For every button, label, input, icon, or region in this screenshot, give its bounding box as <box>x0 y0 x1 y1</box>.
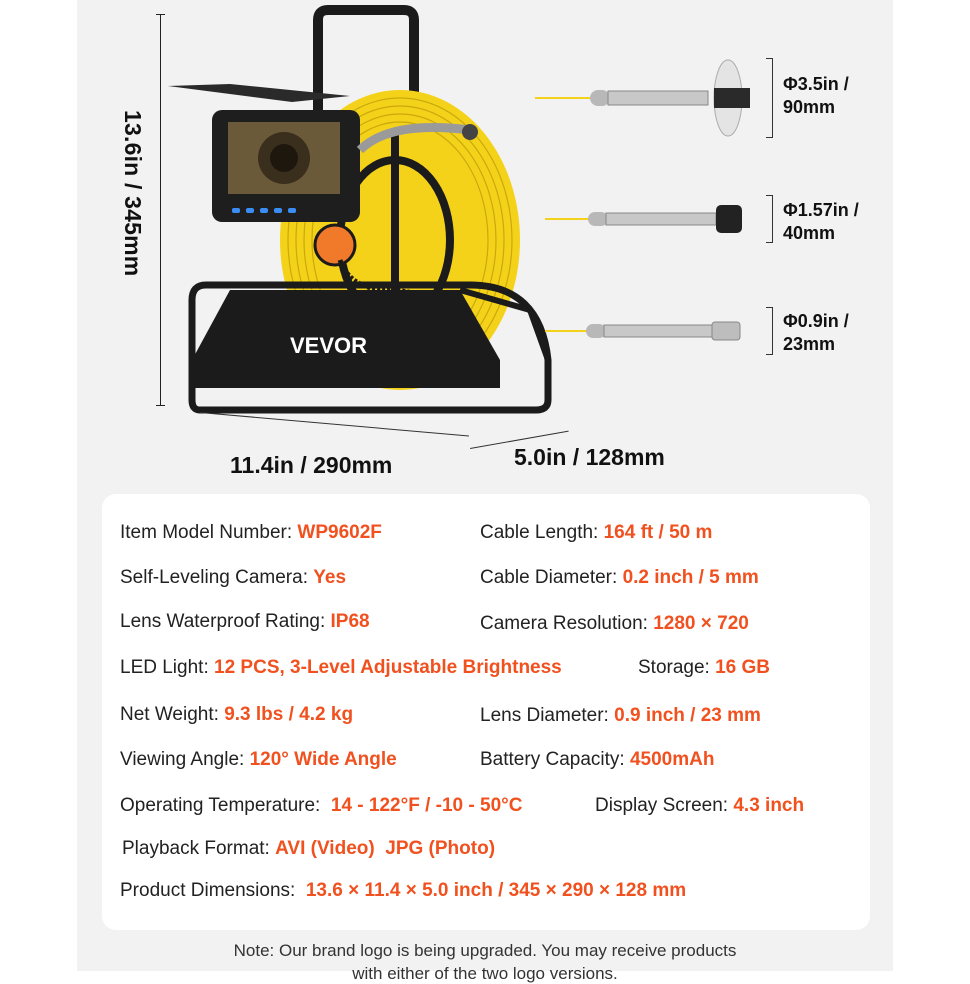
spec-cable-length: Cable Length: 164 ft / 50 m <box>480 522 713 543</box>
probe-small <box>545 322 740 340</box>
probe-label-small: Φ0.9in / 23mm <box>783 311 849 354</box>
spec-playback: Playback Format: AVI (Video) JPG (Photo) <box>122 838 496 859</box>
spec-product-dimensions: Product Dimensions: 13.6 × 11.4 × 5.0 inch / 345 × 290 × 128 mm <box>120 880 687 901</box>
probe-label-medium: Φ1.57in / 40mm <box>783 200 859 243</box>
probe-bracket <box>766 307 773 355</box>
probe-large <box>535 60 750 136</box>
spec-display: Display Screen: 4.3 inch <box>595 795 805 816</box>
spec-lens-diameter: Lens Diameter: 0.9 inch / 23 mm <box>480 705 761 726</box>
height-dimension-line <box>160 14 161 406</box>
spec-storage: Storage: 16 GB <box>638 657 771 678</box>
spec-battery: Battery Capacity: 4500mAh <box>480 749 715 770</box>
probe-label-large: Φ3.5in / 90mm <box>783 74 849 117</box>
height-dimension-label: 13.6in / 345mm <box>120 110 146 277</box>
brand-logo: VEVOR <box>290 333 368 358</box>
brand-note: Note: Our brand logo is being upgraded. You may receive products <box>233 941 737 960</box>
spec-viewing-angle: Viewing Angle: 120° Wide Angle <box>120 749 397 770</box>
spec-led: LED Light: 12 PCS, 3-Level Adjustable Brightness <box>120 657 562 678</box>
width-dimension-label: 11.4in / 290mm <box>230 452 393 478</box>
brand-note-continued: with either of the two logo versions. <box>352 964 618 983</box>
probe-bracket <box>766 58 773 138</box>
spec-model: Item Model Number: WP9602F <box>120 522 382 543</box>
depth-dimension-label: 5.0in / 128mm <box>514 444 665 470</box>
probe-medium <box>545 205 742 233</box>
spec-cable-diameter: Cable Diameter: 0.2 inch / 5 mm <box>480 567 759 588</box>
spec-waterproof: Lens Waterproof Rating: IP68 <box>120 611 370 632</box>
probe-bracket <box>766 195 773 243</box>
spec-weight: Net Weight: 9.3 lbs / 4.2 kg <box>120 704 354 725</box>
spec-resolution: Camera Resolution: 1280 × 720 <box>480 613 749 634</box>
spec-temperature: Operating Temperature: 14 - 122°F / -10 - 50°C <box>120 795 523 816</box>
spec-self-leveling: Self-Leveling Camera: Yes <box>120 567 347 588</box>
